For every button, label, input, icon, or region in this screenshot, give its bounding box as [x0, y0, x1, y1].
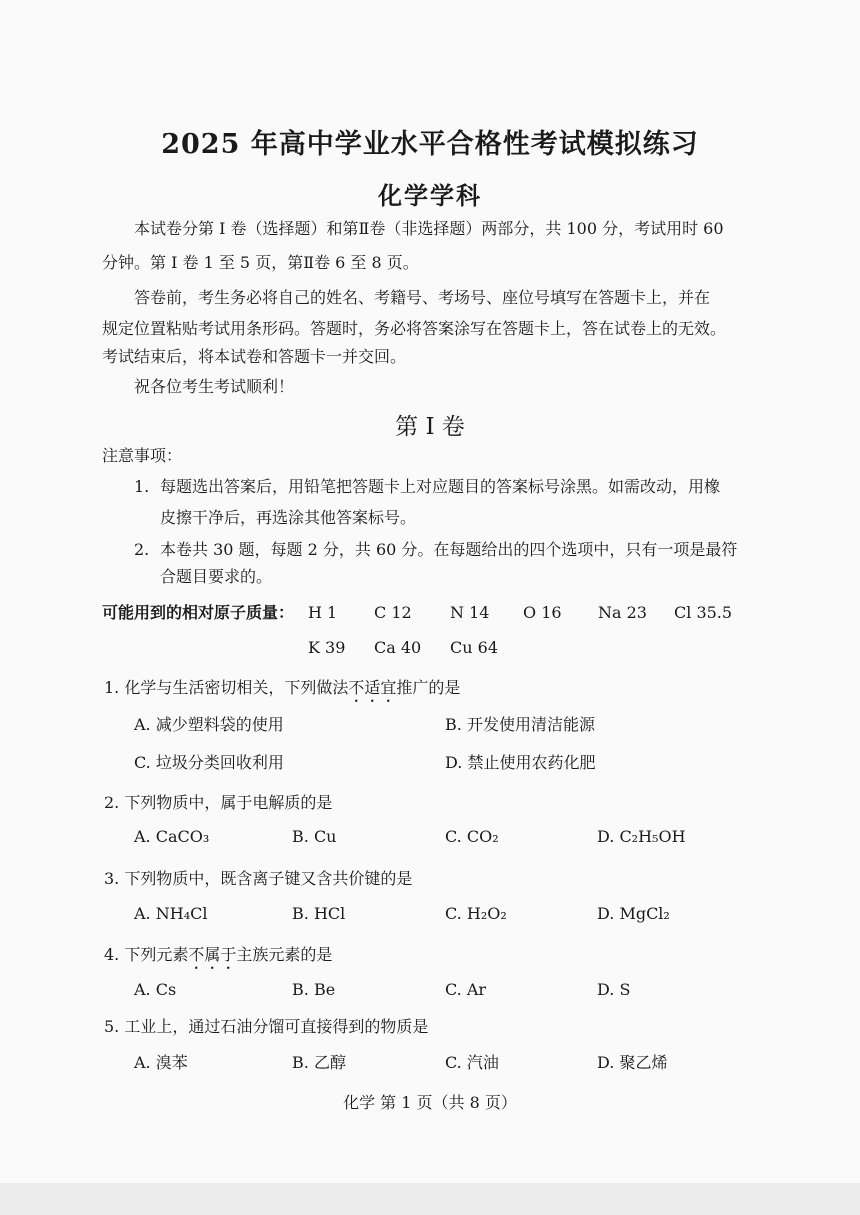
option-a: [134, 904, 207, 923]
question-number: 5.: [104, 1017, 120, 1036]
option-text: 开发使用清洁能源: [466, 715, 595, 734]
option-d: [445, 750, 595, 773]
emphasized-text: 不属于: [188, 945, 237, 964]
question-number: 3.: [104, 869, 120, 888]
option-text: C₂H₅OH: [619, 827, 686, 846]
stem-text: 主族元素的是: [236, 945, 333, 964]
volume-title: 第 I 卷: [395, 414, 465, 440]
option-text: 乙醇: [313, 1053, 346, 1072]
atomic-mass-item: K 39: [308, 638, 346, 657]
option-text: Ar: [466, 980, 487, 999]
intro-line: 规定位置粘贴考试用条形码。答题时，务必将答案涂写在答题卡上，答在试卷上的无效。: [102, 319, 727, 338]
option-label: D.: [597, 827, 615, 846]
option-label: B.: [292, 904, 309, 923]
subject-title: 化学学科: [378, 181, 482, 210]
option-label: A.: [134, 827, 151, 846]
option-label: C.: [445, 1053, 462, 1072]
atomic-mass-label: 可能用到的相对原子质量：: [102, 603, 295, 622]
stem-text: 下列元素: [124, 945, 189, 964]
option-a: [134, 980, 176, 999]
option-text: 垃圾分类回收利用: [155, 753, 284, 772]
stem-text: 工业上，通过石油分馏可直接得到的物质是: [124, 1017, 429, 1036]
atomic-mass-item: Cu 64: [450, 638, 498, 657]
notice-num: 2.: [134, 540, 150, 559]
atomic-mass-item: H 1: [308, 603, 338, 622]
option-b: [292, 980, 335, 999]
intro-line: 答卷前，考生务必将自己的姓名、考籍号、考场号、座位号填写在答题卡上，并在: [134, 288, 711, 307]
atomic-mass-item: N 14: [450, 603, 490, 622]
option-label: D.: [597, 904, 615, 923]
option-d: [597, 980, 630, 999]
option-b: [292, 1050, 346, 1073]
stem-text: 推广的是: [396, 678, 461, 697]
scan-bottom-margin: [0, 1183, 860, 1215]
option-a: [134, 827, 209, 846]
option-text: Cs: [155, 980, 177, 999]
atomic-mass-item: Cl 35.5: [674, 603, 733, 622]
stem-text: 化学与生活密切相关，下列做法: [124, 678, 349, 697]
option-label: A.: [134, 1053, 151, 1072]
option-text: CO₂: [466, 827, 499, 846]
stem-text: 下列物质中，属于电解质的是: [124, 793, 333, 812]
notice-text: 合题目要求的。: [160, 567, 273, 586]
intro-line: 分钟。第 I 卷 1 至 5 页，第Ⅱ卷 6 至 8 页。: [102, 253, 419, 272]
notice-num: 1.: [134, 477, 150, 496]
option-label: D.: [445, 753, 463, 772]
option-label: B.: [445, 715, 462, 734]
notice-label: 注意事项：: [102, 446, 183, 465]
intro-line: 本试卷分第 I 卷（选择题）和第Ⅱ卷（非选择题）两部分，共 100 分，考试用时 60: [134, 219, 724, 238]
option-text: NH₄Cl: [155, 904, 208, 923]
atomic-mass-item: Na 23: [598, 603, 647, 622]
exam-title: 2025 年高中学业水平合格性考试模拟练习: [161, 129, 699, 160]
option-text: 聚乙烯: [619, 1053, 668, 1072]
option-d: [597, 904, 670, 923]
option-b: [445, 712, 595, 735]
option-label: A.: [134, 980, 151, 999]
option-label: C.: [445, 827, 462, 846]
option-label: A.: [134, 715, 151, 734]
question-stem: [104, 866, 412, 889]
intro-line: 考试结束后，将本试卷和答题卡一并交回。: [102, 347, 407, 366]
question-stem: [104, 942, 332, 973]
option-text: 汽油: [466, 1053, 499, 1072]
option-text: Be: [313, 980, 336, 999]
option-text: Cu: [313, 827, 337, 846]
option-text: HCl: [313, 904, 346, 923]
option-d: [597, 1050, 667, 1073]
option-text: MgCl₂: [619, 904, 670, 923]
option-b: [292, 827, 336, 846]
notice-text: 本卷共 30 题，每题 2 分，共 60 分。在每题给出的四个选项中，只有一项是最符: [160, 540, 738, 559]
notice-text: 每题选出答案后，用铅笔把答题卡上对应题目的答案标号涂黑。如需改动，用橡: [160, 477, 721, 496]
option-text: 溴苯: [155, 1053, 188, 1072]
option-label: B.: [292, 980, 309, 999]
option-text: H₂O₂: [466, 904, 507, 923]
option-c: [445, 904, 507, 923]
option-label: B.: [292, 827, 309, 846]
question-stem: [104, 790, 332, 813]
stem-text: 下列物质中，既含离子键又含共价键的是: [124, 869, 413, 888]
question-number: 2.: [104, 793, 120, 812]
option-c: [445, 827, 499, 846]
option-a: [134, 1050, 188, 1073]
option-label: A.: [134, 904, 151, 923]
emphasized-text: 不适宜: [348, 678, 397, 697]
option-label: B.: [292, 1053, 309, 1072]
option-c: [445, 1050, 499, 1073]
notice-text: 皮擦干净后，再选涂其他答案标号。: [160, 508, 417, 527]
option-b: [292, 904, 345, 923]
option-label: D.: [597, 1053, 615, 1072]
option-c: [134, 750, 284, 773]
option-text: CaCO₃: [155, 827, 210, 846]
atomic-mass-item: C 12: [374, 603, 412, 622]
atomic-mass-item: Ca 40: [374, 638, 422, 657]
atomic-mass-item: O 16: [523, 603, 562, 622]
option-label: C.: [445, 980, 462, 999]
option-label: D.: [597, 980, 615, 999]
option-c: [445, 980, 486, 999]
option-text: 禁止使用农药化肥: [467, 753, 596, 772]
question-stem: [104, 675, 460, 706]
question-stem: [104, 1014, 428, 1037]
option-text: 减少塑料袋的使用: [155, 715, 284, 734]
question-number: 4.: [104, 945, 120, 964]
option-label: C.: [134, 753, 151, 772]
option-label: C.: [445, 904, 462, 923]
option-d: [597, 827, 686, 846]
option-a: [134, 712, 284, 735]
option-text: S: [619, 980, 631, 999]
intro-line: 祝各位考生考试顺利！: [134, 377, 295, 396]
page-footer: 化学 第 1 页（共 8 页）: [343, 1093, 517, 1112]
question-number: 1.: [104, 678, 120, 697]
